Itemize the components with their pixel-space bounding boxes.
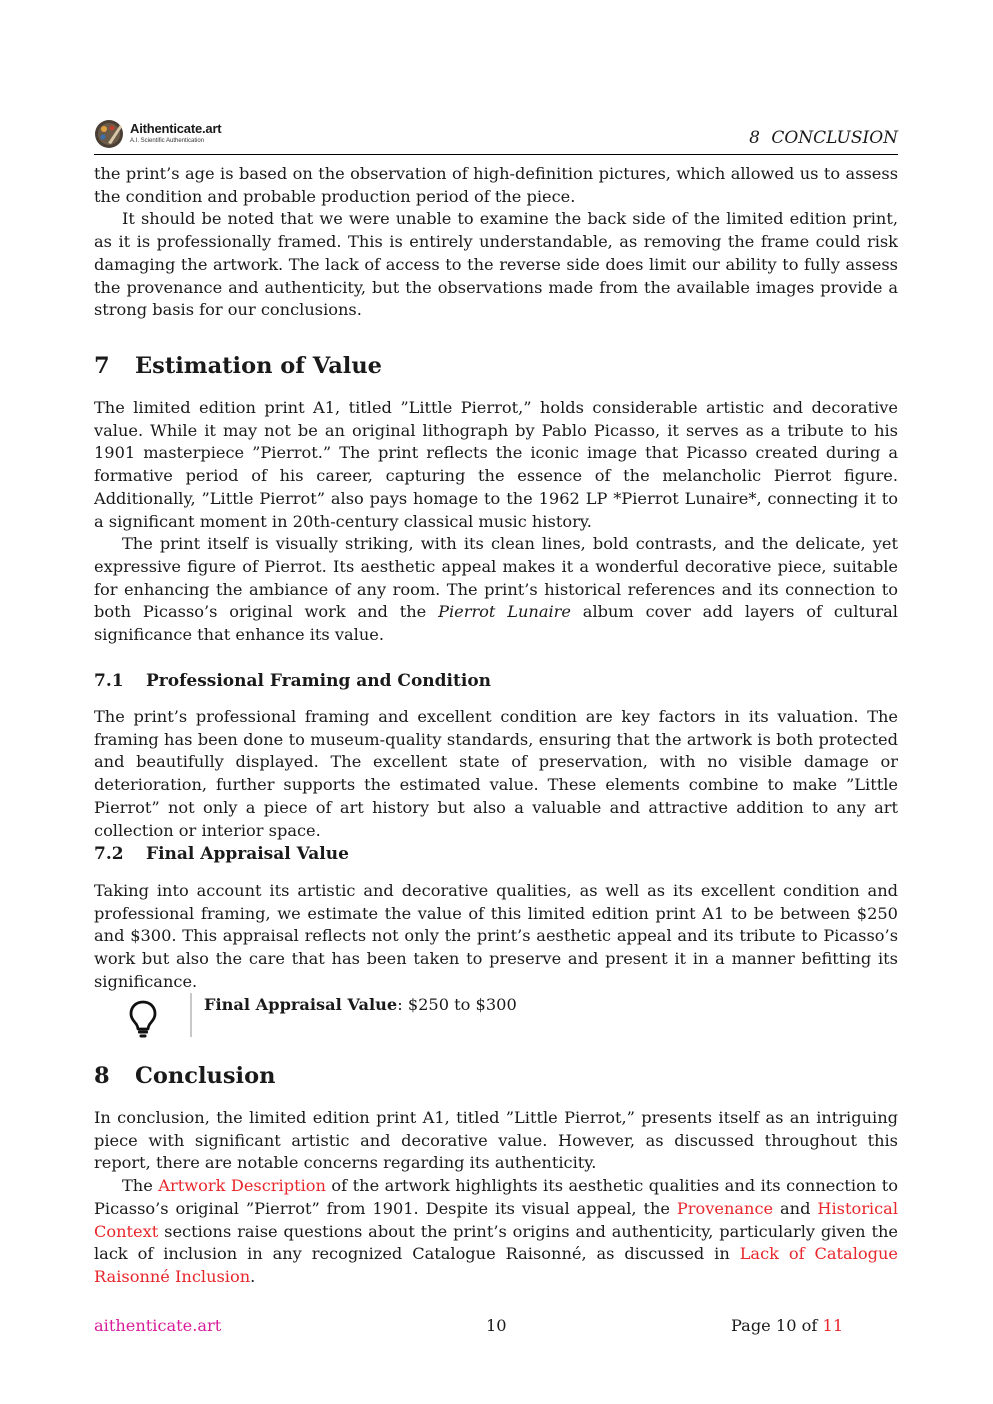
paragraph: the print’s age is based on the observation of high-definition pictures, which allowed us to assess the condition and probable production period of the piece. (94, 164, 898, 206)
subsection-7-2-body (94, 880, 898, 994)
section-title (94, 1063, 898, 1089)
footer-site-link[interactable]: aithenticate.art (94, 1316, 222, 1335)
callout-label: Final Appraisal Value (204, 995, 398, 1014)
paragraph: The print’s professional framing and excellent condition are key factors in its valuation. The framing has been done to museum-quality standards, ensuring that the artwork is both protected and beautifully displayed. The excellent state of preservation, with no visible damage or deterioration, further supports the estimated value. These elements combine to make ”Little Pierrot” not only a piece of art history but also a valuable and attractive addition to any art collection or interior space. (94, 707, 898, 840)
subsection-title-text: Professional Framing and Condition (146, 671, 492, 691)
footer-page-number: 10 (486, 1316, 507, 1335)
link-catalogue-raisonne[interactable]: Lack of Catalogue Raisonné Inclusion (94, 1244, 898, 1286)
intro-block (94, 163, 898, 322)
section-title (94, 353, 898, 379)
logo-palette-icon (94, 119, 124, 149)
footer-page-count: Page 10 of 11 (731, 1316, 844, 1335)
paragraph: The print itself is visually striking, with its clean lines, bold contrasts, and the delicate, yet expressive figure of Pierrot. Its aesthetic appeal makes it a wonderful decorative piece, suitable for enhancing the ambiance of any room. The print’s historical references and its connection to both Picasso’s original work and the Pierrot Lunaire album cover add layers of cultural significance that enhance its value. (94, 534, 898, 645)
subsection-7-1-body (94, 706, 898, 842)
section-8-body (94, 1107, 898, 1289)
subsection-title (94, 671, 898, 691)
link-provenance[interactable]: Provenance (676, 1198, 774, 1218)
subsection-title (94, 844, 898, 864)
page-footer (94, 1316, 898, 1340)
subsection-number: 7.1 (94, 671, 124, 691)
callout-value: : $250 to $300 (397, 995, 517, 1014)
subsection-title-text: Final Appraisal Value (146, 844, 349, 864)
logo-tagline: A.I. Scientific Authentication (130, 138, 205, 144)
subsection-heading-7-2 (94, 844, 898, 864)
subsection-number: 7.2 (94, 844, 124, 864)
section-7-body (94, 397, 898, 647)
paragraph: The limited edition print A1, titled ”Little Pierrot,” holds considerable artistic and decorative value. While it may not be an original lithograph by Pablo Picasso, it serves as a tribute to his 1901 masterpiece ”Pierrot.” The print reflects the iconic image that Picasso created during a formative period of his career, capturing the essence of the melancholic Pierrot figure. Additionally, ”Little Pierrot” also pays homage to the 1962 LP *Pierrot Lunaire*, connecting it to a significant moment in 20th-century classical music history. (94, 398, 898, 531)
page-header (94, 118, 898, 155)
section-title-text: Estimation of Value (135, 353, 382, 379)
appraisal-callout (122, 991, 822, 1039)
link-historical-context[interactable]: Historical Context (94, 1198, 899, 1241)
section-number: 8 (94, 1063, 110, 1089)
paragraph: In conclusion, the limited edition print A1, titled ”Little Pierrot,” presents itself as an intriguing piece with significant artistic and decorative value. However, as discussed throughout this report, there are notable concerns regarding its authenticity. (94, 1108, 898, 1173)
brand-logo (94, 119, 234, 149)
lightbulb-icon (128, 999, 158, 1039)
running-head: 8 CONCLUSION (749, 128, 898, 148)
section-heading-8 (94, 1063, 898, 1089)
italic-title: Pierrot Lunaire (438, 602, 571, 622)
section-heading-7 (94, 353, 898, 379)
paragraph: The Artwork Description of the artwork highlights its aesthetic qualities and its connection to Picasso’s original ”Pierrot” from 1901. Despite its visual appeal, the Provenance and Historical Context sections raise questions about the print’s origins and authenticity, particularly given the lack of inclusion in any recognized Catalogue Raisonné, as discussed in Lack of Catalogue Raisonné Inclusion. (94, 1176, 899, 1286)
callout-divider (190, 993, 192, 1037)
paragraph: Taking into account its artistic and decorative qualities, as well as its excellent condition and professional framing, we estimate the value of this limited edition print A1 to be between $250 and $300. This appraisal reflects not only the print’s aesthetic appeal and its tribute to Picasso’s work but also the care that has been taken to preserve and present it in a manner befitting its significance. (94, 881, 898, 991)
logo-name: Aithenticate.art (130, 121, 222, 136)
subsection-heading-7-1 (94, 671, 898, 691)
callout-text (204, 994, 517, 1017)
last-page-link[interactable]: 11 (822, 1316, 844, 1335)
link-artwork-description[interactable]: Artwork Description (158, 1176, 326, 1196)
section-number: 7 (94, 353, 110, 379)
paragraph: It should be noted that we were unable to examine the back side of the limited edition print, as it is professionally framed. This is entirely understandable, as removing the frame could risk damaging the artwork. The lack of access to the reverse side does limit our ability to fully assess the provenance and authenticity, but the observations made from the available images provide a strong basis for our conclusions. (94, 209, 898, 320)
section-title-text: Conclusion (135, 1063, 276, 1089)
